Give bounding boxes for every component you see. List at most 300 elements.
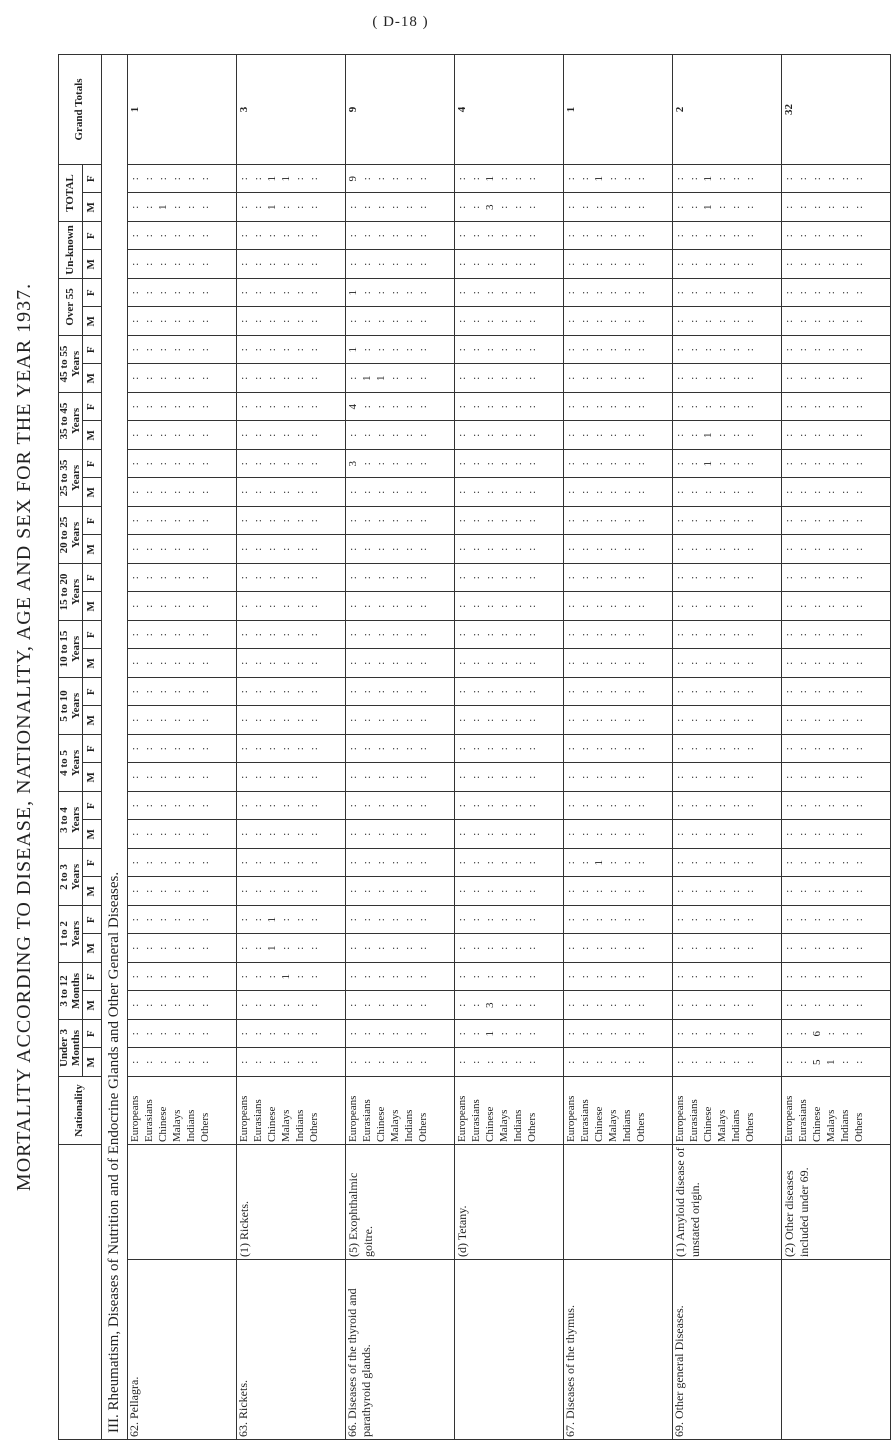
cell-value: : bbox=[417, 262, 430, 266]
cell-value: : bbox=[621, 1060, 634, 1064]
cell-value: : bbox=[744, 946, 757, 950]
cell-value: : bbox=[252, 433, 265, 437]
cell-value: : bbox=[839, 889, 852, 893]
cell-value: : bbox=[811, 1003, 824, 1007]
cell-value: : bbox=[129, 861, 142, 865]
cell-value: : bbox=[143, 547, 156, 551]
cell-value: : bbox=[280, 1032, 293, 1036]
cell-value: : bbox=[702, 690, 715, 694]
cell-value: : bbox=[470, 889, 483, 893]
cell-value: : bbox=[579, 604, 592, 608]
cell-value: : bbox=[674, 604, 687, 608]
cell-value: : bbox=[839, 576, 852, 580]
cell-value: : bbox=[252, 832, 265, 836]
cell-value: : bbox=[593, 319, 606, 323]
cell-value: : bbox=[702, 576, 715, 580]
cell-value: : bbox=[199, 1032, 212, 1036]
cell-value: : bbox=[375, 633, 388, 637]
cell-value: : bbox=[456, 946, 469, 950]
cell-value: : bbox=[512, 1003, 525, 1007]
cell-tot-m bbox=[128, 193, 237, 222]
cell-value: : bbox=[730, 946, 743, 950]
cell-value: : bbox=[347, 376, 360, 380]
cell-value: : bbox=[811, 604, 824, 608]
cell-value: : bbox=[171, 690, 184, 694]
sub-disease bbox=[564, 1145, 673, 1260]
cell-value: : bbox=[361, 975, 374, 979]
cell-value: : bbox=[853, 490, 866, 494]
cell-1to2-m bbox=[673, 934, 782, 963]
cell-value: : bbox=[252, 1060, 265, 1064]
cell-value: : bbox=[456, 804, 469, 808]
cell-value: : bbox=[157, 690, 170, 694]
disease-name bbox=[346, 1260, 455, 1440]
cell-value: : bbox=[797, 747, 810, 751]
cell-5to10-m bbox=[782, 706, 891, 735]
cell-value: : bbox=[783, 205, 796, 209]
cell-value: : bbox=[129, 775, 142, 779]
cell-value: : bbox=[171, 376, 184, 380]
cell-value: : bbox=[744, 690, 757, 694]
nationality-label: Eurasians bbox=[361, 1099, 374, 1142]
cell-value: : bbox=[308, 462, 321, 466]
cell-5to10-m bbox=[564, 706, 673, 735]
cell-value: : bbox=[185, 205, 198, 209]
cell-value: : bbox=[129, 718, 142, 722]
cell-value: : bbox=[730, 291, 743, 295]
cell-value: : bbox=[512, 975, 525, 979]
cell-value: : bbox=[783, 234, 796, 238]
cell-value: : bbox=[238, 405, 251, 409]
cell-value: : bbox=[688, 633, 701, 637]
age-header-3to4: 3 to 4 Years bbox=[59, 791, 83, 848]
cell-45to55-f bbox=[346, 335, 455, 364]
cell-value: : bbox=[375, 775, 388, 779]
cell-value: : bbox=[498, 490, 511, 494]
cell-value: : bbox=[308, 918, 321, 922]
cell-value: : bbox=[744, 604, 757, 608]
cell-value: : bbox=[783, 975, 796, 979]
cell-value: : bbox=[266, 975, 279, 979]
cell-value: : bbox=[674, 861, 687, 865]
cell-value: : bbox=[185, 547, 198, 551]
cell-value: : bbox=[839, 690, 852, 694]
disease-label: 66. Diseases of the thyroid and parathyroid glands. bbox=[345, 1288, 373, 1437]
cell-value: : bbox=[456, 262, 469, 266]
cell-value: : bbox=[797, 319, 810, 323]
cell-value: : bbox=[716, 1003, 729, 1007]
cell-value: : bbox=[417, 177, 430, 181]
cell-value: : bbox=[797, 177, 810, 181]
cell-value: : bbox=[143, 775, 156, 779]
cell-value: : bbox=[417, 348, 430, 352]
cell-3to4-f bbox=[455, 791, 564, 820]
cell-value: : bbox=[579, 718, 592, 722]
cell-value: : bbox=[825, 775, 838, 779]
age-header-45to55: 45 to 55 Years bbox=[59, 335, 83, 392]
cell-value: : bbox=[171, 205, 184, 209]
cell-value: : bbox=[252, 405, 265, 409]
cell-value: : bbox=[389, 519, 402, 523]
cell-3m-m bbox=[346, 1048, 455, 1077]
cell-value: : bbox=[389, 661, 402, 665]
cell-value: : bbox=[375, 405, 388, 409]
cell-value: : bbox=[607, 889, 620, 893]
cell-value: : bbox=[498, 747, 511, 751]
cell-value: : bbox=[129, 433, 142, 437]
cell-tot-m bbox=[455, 193, 564, 222]
cell-value: : bbox=[621, 519, 634, 523]
cell-value: : bbox=[593, 490, 606, 494]
cell-value: : bbox=[565, 1032, 578, 1036]
cell-value: : bbox=[702, 861, 715, 865]
cell-value: : bbox=[238, 604, 251, 608]
cell-value: : bbox=[252, 661, 265, 665]
cell-value: : bbox=[185, 1003, 198, 1007]
cell-value: : bbox=[266, 633, 279, 637]
cell-value: : bbox=[185, 319, 198, 323]
grand-total-value: 9 bbox=[346, 54, 455, 164]
cell-value: : bbox=[308, 604, 321, 608]
cell-value: : bbox=[635, 205, 648, 209]
age-header-10to15: 10 to 15 Years bbox=[59, 620, 83, 677]
cell-35to45-f bbox=[455, 392, 564, 421]
cell-over55-f bbox=[346, 278, 455, 307]
cell-value: : bbox=[238, 348, 251, 352]
cell-value: : bbox=[744, 405, 757, 409]
cell-20to25-f bbox=[455, 506, 564, 535]
cell-value: : bbox=[811, 576, 824, 580]
cell-10to15-f bbox=[455, 620, 564, 649]
cell-15to20-m bbox=[782, 592, 891, 621]
cell-20to25-f bbox=[346, 506, 455, 535]
cell-value: : bbox=[403, 462, 416, 466]
cell-value: : bbox=[417, 918, 430, 922]
cell-value: : bbox=[607, 775, 620, 779]
cell-value: : bbox=[579, 918, 592, 922]
cell-value: : bbox=[185, 633, 198, 637]
cell-1to2-f bbox=[455, 905, 564, 934]
cell-value: : bbox=[716, 690, 729, 694]
cell-value: : bbox=[674, 234, 687, 238]
cell-value: : bbox=[853, 747, 866, 751]
sex-header-f: F bbox=[83, 449, 102, 478]
cell-value: : bbox=[238, 718, 251, 722]
cell-10to15-m bbox=[346, 649, 455, 678]
cell-value: : bbox=[252, 633, 265, 637]
cell-value: : bbox=[280, 348, 293, 352]
cell-value: : bbox=[456, 718, 469, 722]
cell-value: : bbox=[185, 490, 198, 494]
cell-tot-f bbox=[455, 164, 564, 193]
cell-value: : bbox=[403, 946, 416, 950]
cell-value: : bbox=[417, 1032, 430, 1036]
cell-value: : bbox=[347, 633, 360, 637]
sub-disease: (1) Rickets. bbox=[237, 1145, 346, 1260]
nationality-label: Europeans bbox=[129, 1095, 142, 1142]
cell-35to45-f bbox=[782, 392, 891, 421]
cell-value: : bbox=[238, 832, 251, 836]
cell-value: : bbox=[853, 291, 866, 295]
cell-unknown-f bbox=[455, 221, 564, 250]
cell-value: : bbox=[839, 661, 852, 665]
cell-15to20-m bbox=[346, 592, 455, 621]
cell-value: : bbox=[389, 889, 402, 893]
nationality-label: Europeans bbox=[456, 1095, 469, 1142]
cell-value: : bbox=[797, 633, 810, 637]
cell-value: : bbox=[185, 975, 198, 979]
cell-value: : bbox=[266, 262, 279, 266]
cell-value: : bbox=[238, 861, 251, 865]
cell-value: : bbox=[526, 1060, 539, 1064]
cell-value: : bbox=[607, 804, 620, 808]
cell-value: : bbox=[456, 348, 469, 352]
cell-value: : bbox=[375, 205, 388, 209]
cell-value: : bbox=[252, 604, 265, 608]
cell-value: : bbox=[294, 262, 307, 266]
cell-value: : bbox=[347, 205, 360, 209]
cell-value: : bbox=[565, 604, 578, 608]
cell-value: : bbox=[361, 861, 374, 865]
cell-value: : bbox=[238, 946, 251, 950]
cell-value: : bbox=[621, 918, 634, 922]
cell-value: : bbox=[825, 291, 838, 295]
cell-value: : bbox=[266, 861, 279, 865]
cell-value: : bbox=[484, 633, 497, 637]
cell-value: : bbox=[470, 319, 483, 323]
cell-value: : bbox=[716, 604, 729, 608]
cell-value: : bbox=[730, 205, 743, 209]
cell-value: : bbox=[470, 832, 483, 836]
cell-value: : bbox=[744, 718, 757, 722]
cell-value: : bbox=[280, 918, 293, 922]
cell-value: : bbox=[621, 889, 634, 893]
cell-value: : bbox=[579, 177, 592, 181]
cell-value: : bbox=[266, 1003, 279, 1007]
cell-value: : bbox=[294, 661, 307, 665]
cell-value: : bbox=[238, 889, 251, 893]
cell-value: : bbox=[417, 490, 430, 494]
cell-value: : bbox=[280, 718, 293, 722]
cell-value: : bbox=[716, 433, 729, 437]
age-header-25to35: 25 to 35 Years bbox=[59, 449, 83, 506]
cell-value: : bbox=[157, 262, 170, 266]
cell-value: : bbox=[484, 690, 497, 694]
cell-value: : bbox=[375, 234, 388, 238]
cell-value: : bbox=[526, 832, 539, 836]
cell-unknown-m bbox=[455, 250, 564, 279]
cell-value: : bbox=[839, 234, 852, 238]
cell-value: : bbox=[252, 348, 265, 352]
cell-value: : bbox=[294, 918, 307, 922]
cell-10to15-f bbox=[673, 620, 782, 649]
cell-value: : bbox=[730, 490, 743, 494]
cell-value: : bbox=[579, 547, 592, 551]
cell-value: : bbox=[797, 1032, 810, 1036]
cell-value: : bbox=[238, 690, 251, 694]
cell-value: : bbox=[825, 946, 838, 950]
nationality-label: Others bbox=[635, 1112, 648, 1142]
cell-value: : bbox=[417, 604, 430, 608]
cell-value: : bbox=[716, 1060, 729, 1064]
cell-value: : bbox=[579, 291, 592, 295]
cell-value: : bbox=[839, 519, 852, 523]
cell-value: : bbox=[512, 576, 525, 580]
cell-value: : bbox=[252, 690, 265, 694]
cell-value: : bbox=[375, 177, 388, 181]
cell-value: : bbox=[403, 633, 416, 637]
cell-value: : bbox=[811, 177, 824, 181]
cell-value: : bbox=[811, 918, 824, 922]
cell-value: : bbox=[456, 177, 469, 181]
cell-value: : bbox=[825, 547, 838, 551]
cell-tot-m bbox=[237, 193, 346, 222]
sex-header-f: F bbox=[83, 962, 102, 991]
cell-value: : bbox=[347, 661, 360, 665]
cell-value: : bbox=[783, 889, 796, 893]
cell-unknown-f bbox=[346, 221, 455, 250]
cell-value: : bbox=[593, 291, 606, 295]
cell-value: : bbox=[199, 376, 212, 380]
cell-value: : bbox=[797, 519, 810, 523]
cell-value: : bbox=[389, 205, 402, 209]
cell-value: : bbox=[266, 433, 279, 437]
cell-2to3-f bbox=[673, 848, 782, 877]
cell-value: : bbox=[185, 462, 198, 466]
cell-value: 3 bbox=[347, 460, 360, 467]
cell-20to25-m bbox=[673, 535, 782, 564]
cell-value: : bbox=[526, 205, 539, 209]
cell-value: : bbox=[266, 291, 279, 295]
cell-1to2-f bbox=[128, 905, 237, 934]
cell-value: : bbox=[674, 519, 687, 523]
cell-15to20-m bbox=[564, 592, 673, 621]
cell-value: : bbox=[238, 775, 251, 779]
cell-value: : bbox=[361, 462, 374, 466]
cell-value: : bbox=[280, 262, 293, 266]
cell-value: : bbox=[526, 889, 539, 893]
cell-value: : bbox=[825, 604, 838, 608]
cell-value: : bbox=[635, 1060, 648, 1064]
cell-value: : bbox=[129, 519, 142, 523]
cell-45to55-m bbox=[564, 364, 673, 393]
grand-total-value: 32 bbox=[782, 54, 891, 164]
cell-value: : bbox=[593, 519, 606, 523]
cell-unknown-f bbox=[128, 221, 237, 250]
cell-value: : bbox=[171, 291, 184, 295]
cell-value: : bbox=[199, 1060, 212, 1064]
grand-total-value: 4 bbox=[455, 54, 564, 164]
cell-value: : bbox=[389, 690, 402, 694]
cell-value: : bbox=[853, 519, 866, 523]
disease-row bbox=[455, 54, 564, 1439]
cell-value: : bbox=[839, 291, 852, 295]
cell-value: : bbox=[470, 490, 483, 494]
cell-value: : bbox=[498, 519, 511, 523]
cell-value: : bbox=[417, 405, 430, 409]
cell-value: : bbox=[484, 433, 497, 437]
cell-value: : bbox=[470, 718, 483, 722]
cell-value: : bbox=[308, 433, 321, 437]
cell-4to5-f bbox=[346, 734, 455, 763]
cell-value: : bbox=[565, 690, 578, 694]
section-heading: III. Rheumatism, Diseases of Nutrition and of Endocrine Glands and Other General Diseases. bbox=[102, 54, 128, 1439]
cell-value: : bbox=[171, 1032, 184, 1036]
cell-20to25-f bbox=[128, 506, 237, 535]
cell-value: : bbox=[702, 376, 715, 380]
cell-value: : bbox=[347, 889, 360, 893]
cell-value: : bbox=[674, 918, 687, 922]
cell-value: : bbox=[294, 462, 307, 466]
cell-value: : bbox=[157, 918, 170, 922]
nationality-label: Others bbox=[853, 1112, 866, 1142]
cell-value: : bbox=[526, 433, 539, 437]
cell-value: : bbox=[839, 405, 852, 409]
sex-header-m: M bbox=[83, 877, 102, 906]
cell-value: : bbox=[744, 747, 757, 751]
cell-value: : bbox=[512, 291, 525, 295]
cell-value: : bbox=[825, 633, 838, 637]
cell-value: : bbox=[607, 262, 620, 266]
cell-value: : bbox=[853, 319, 866, 323]
sex-header-f: F bbox=[83, 392, 102, 421]
grand-total-value: 1 bbox=[128, 54, 237, 164]
cell-value: : bbox=[403, 291, 416, 295]
cell-value: : bbox=[688, 433, 701, 437]
cell-value: : bbox=[484, 975, 497, 979]
cell-value: : bbox=[238, 291, 251, 295]
cell-value: : bbox=[361, 291, 374, 295]
cell-value: : bbox=[674, 690, 687, 694]
cell-value: : bbox=[565, 177, 578, 181]
cell-value: : bbox=[294, 1003, 307, 1007]
cell-value: : bbox=[797, 462, 810, 466]
grand-totals-header: Grand Totals bbox=[59, 54, 102, 164]
cell-10to15-m bbox=[564, 649, 673, 678]
cell-value: : bbox=[688, 832, 701, 836]
cell-value: : bbox=[361, 576, 374, 580]
cell-value: : bbox=[839, 775, 852, 779]
cell-value: : bbox=[266, 889, 279, 893]
cell-1to2-f bbox=[564, 905, 673, 934]
cell-value: : bbox=[129, 1032, 142, 1036]
cell-value: : bbox=[730, 804, 743, 808]
cell-value: : bbox=[674, 633, 687, 637]
sex-header-f: F bbox=[83, 563, 102, 592]
cell-value: : bbox=[129, 547, 142, 551]
cell-value: : bbox=[565, 519, 578, 523]
cell-value: : bbox=[811, 804, 824, 808]
cell-value: : bbox=[417, 804, 430, 808]
cell-value: : bbox=[811, 462, 824, 466]
cell-value: : bbox=[498, 832, 511, 836]
cell-5to10-f bbox=[128, 677, 237, 706]
cell-value: : bbox=[403, 576, 416, 580]
cell-value: : bbox=[797, 832, 810, 836]
cell-value: : bbox=[702, 604, 715, 608]
cell-value: 1 bbox=[347, 346, 360, 353]
cell-value: : bbox=[498, 718, 511, 722]
cell-value: : bbox=[252, 490, 265, 494]
cell-value: : bbox=[470, 690, 483, 694]
sex-header-m: M bbox=[83, 307, 102, 336]
cell-3to4-m bbox=[564, 820, 673, 849]
cell-value: : bbox=[456, 433, 469, 437]
cell-value: : bbox=[702, 1003, 715, 1007]
cell-value: : bbox=[238, 462, 251, 466]
cell-25to35-m bbox=[128, 478, 237, 507]
age-header-over55: Over 55 bbox=[59, 278, 83, 335]
